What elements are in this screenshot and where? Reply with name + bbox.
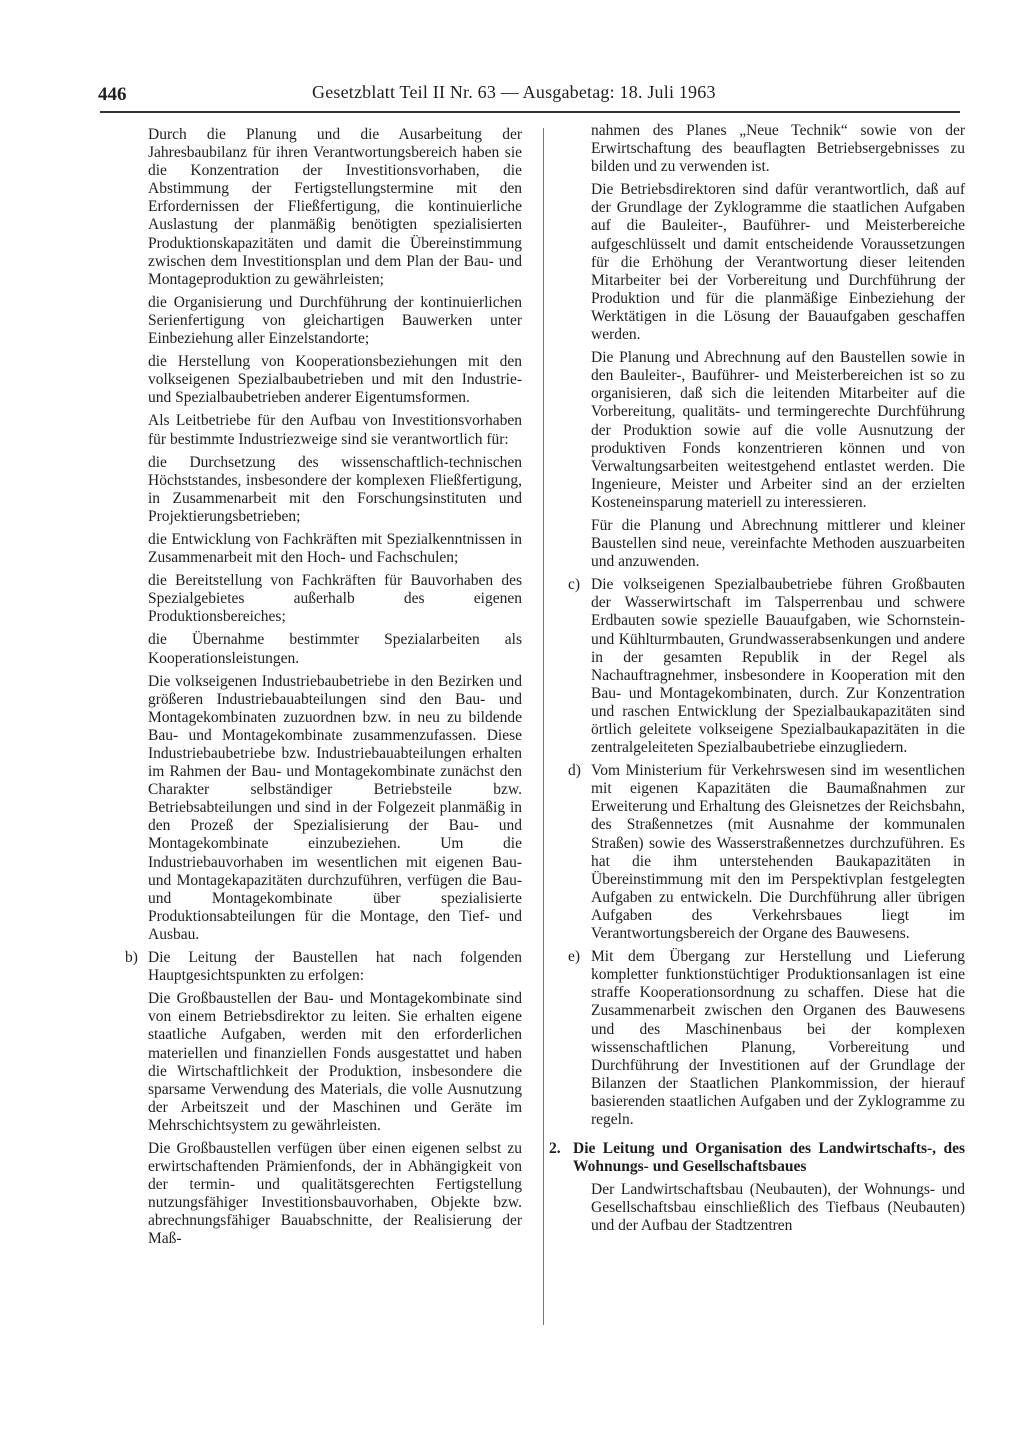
paragraph: die Übernahme bestimmter Spezialarbeiten als Kooperationsleistungen.: [148, 631, 522, 667]
paragraph: Die volkseigenen Industriebaubetriebe in den Bezirken und größeren Industriebauabteilungen sind den Bau- und Montagekombinaten zuzuordnen bzw. in neu zu bildende Bau- und Montagekombinate zusammenzufassen. Diese Industriebaubetriebe bzw. Industriebauabteilungen erhalten im Rahmen der Bau- und Montagekombinate zunächst den Charakter selbständiger Betriebsteile bzw. Betriebsabteilungen und sind in der Folgezeit planmäßig in den Prozeß der Spezialisierung der Bau- und Montagekombinate einzubeziehen. Um die Industriebauvorhaben im wesentlichen mit eigenen Bau- und Montagekapazitäten durchzuführen, verfügen die Bau- und Montagekombinate über spezialisierte Produktionsabteilungen für die Montage, den Tief- und Ausbau.: [148, 672, 522, 943]
list-item-text: Die Leitung der Baustellen hat nach folgenden Hauptgesichtspunkten zu erfolgen:: [148, 949, 522, 985]
paragraph: die Durchsetzung des wissenschaftlich-technischen Höchststandes, insbesondere der komplexen Fließfertigung, in Zusammenarbeit mit den Forschungsinstituten und Projektierungsbetrieben;: [148, 453, 522, 525]
section-heading: [549, 1140, 965, 1176]
list-marker: b): [125, 949, 138, 967]
paragraph: die Bereitstellung von Fachkräften für Bauvorhaben des Spezialgebietes außerhalb des eigenen Produktionsbereiches;: [148, 572, 522, 626]
list-item-text: Die volkseigenen Spezialbaubetriebe führen Großbauten der Wasserwirtschaft im Talsperrenbau und schwere Erdbauten sowie spezielle Bauaufgaben, wie Schornstein- und Kühlturmbauten, Grundwasserabsenkungen und andere in der gesamten Republik in der Regel als Nachauftragnehmer, insbesondere in Kooperation mit den Bau- und Montagekombinaten, durch. Zur Konzentration und raschen Entwicklung der Spezialbaukapazitäten sind örtlich geleitete volkseigene Spezialbaukapazitäten in die zentralgeleiteten Spezialbaubetriebe einzugliedern.: [591, 576, 965, 757]
paragraph: die Organisierung und Durchführung der kontinuierlichen Serienfertigung von gleichartigen Bauwerken unter Einbeziehung aller Einzelstandorte;: [148, 293, 522, 348]
list-item-text: Vom Ministerium für Verkehrswesen sind im wesentlichen mit eigenen Kapazitäten die Baumaßnahmen zur Erweiterung und Erhaltung des Gleisnetzes der Reichsbahn, des Straßennetzes (mit Ausnahme der kommunalen Straßen) sowie des Wasserstraßennetzes durchzuführen. Es hat die ihm unterstehenden Baukapazitäten in Übereinstimmung mit den im Perspektivplan festgelegten Aufgaben zu entwickeln. Die Durchführung aller übrigen Aufgaben des Verkehrsbaues liegt im Verantwortungsbereich der Organe des Bauwesens.: [591, 762, 965, 943]
list-marker: d): [568, 762, 581, 780]
left-column: [96, 126, 522, 1254]
page-number: 446: [98, 84, 127, 105]
paragraph: Für die Planung und Abrechnung mittlerer und kleiner Baustellen sind neue, vereinfachte Methoden auszuarbeiten und anzuwenden.: [591, 516, 965, 571]
list-item-d: [560, 762, 965, 943]
list-marker: e): [568, 948, 581, 966]
list-item-b: [96, 949, 522, 985]
paragraph: Als Leitbetriebe für den Aufbau von Investitionsvorhaben für bestimmte Industriezweige sind sie verantwortlich für:: [148, 412, 522, 448]
list-item-e: [560, 948, 965, 1129]
paragraph: Die Planung und Abrechnung auf den Baustellen sowie in den Bauleiter-, Bauführer- und Meisterbereichen ist so zu organisieren, daß sich die leitenden Mitarbeiter auf die Vorbereitung, qualitäts- und termingerechte Durchführung der Produktion sowie auf die volle Ausnutzung der produktiven Fonds konzentrieren können und von Verwaltungsarbeiten weitestgehend entlastet werden. Die Ingenieure, Meister und Arbeiter sind an der erzielten Kosteneinsparung materiell zu interessieren.: [591, 349, 965, 511]
list-marker: c): [568, 576, 581, 594]
paragraph: Die Betriebsdirektoren sind dafür verantwortlich, daß auf der Grundlage der Zyklogramme die staatlichen Aufgaben auf die Bauleiter-, Bauführer- und Meisterbereiche aufgeschlüsselt und damit entscheidende Voraussetzungen für die Erhöhung der Verantwortung dieser leitenden Mitarbeiter bei der Vorbereitung und Durchführung der Produktion und für die planmäßige Einbeziehung der Werktätigen in die Lösung der Bauaufgaben geschaffen werden.: [591, 181, 965, 344]
right-column: [549, 122, 965, 1241]
section-number: 2.: [549, 1140, 561, 1158]
paragraph: nahmen des Planes „Neue Technik“ sowie von der Erwirtschaftung des beauflagten Betriebsergebnisses zu bilden und zu verwenden ist.: [591, 122, 965, 176]
list-item-c: [560, 576, 965, 757]
page-header-title: Gesetzblatt Teil II Nr. 63 — Ausgabetag: 18. Juli 1963: [312, 82, 716, 102]
paragraph: Die Großbaustellen verfügen über einen eigenen selbst zu erwirtschaftenden Prämienfonds, der in Abhängigkeit von der termin- und qualitätsgerechten Fertigstellung nutzungsfähiger Investitionsbauvorhaben, Objekte bzw. abrechnungsfähiger Bauabschnitte, der Realisierung der Maß-: [148, 1139, 522, 1248]
column-divider: [543, 128, 544, 1325]
paragraph: Der Landwirtschaftsbau (Neubauten), der Wohnungs- und Gesellschaftsbau einschließlich des Tiefbaus (Neubauten) und der Aufbau der Stadtzentren: [591, 1181, 965, 1235]
list-item-text: Mit dem Übergang zur Herstellung und Lieferung kompletter funktionstüchtiger Produktionsanlagen ist eine straffe Kooperationsordnung zu schaffen. Diese hat die Zusammenarbeit zwischen den Organen des Bauwesens und des Maschinenbaus bei der komplexen wissenschaftlichen Planung, Vorbereitung und Durchführung der Investitionen auf der Grundlage der Bilanzen der Staatlichen Plankommission, der hierauf basierenden staatlichen Aufgaben und der Zyklogramme zu regeln.: [591, 948, 965, 1128]
paragraph: die Herstellung von Kooperationsbeziehungen mit den volkseigenen Spezialbaubetrieben und mit den Industrie- und Spezialbaubetrieben anderer Eigentumsformen.: [148, 353, 522, 407]
header-rule: [100, 111, 960, 113]
section-heading-text: Die Leitung und Organisation des Landwirtschafts-, des Wohnungs- und Gesellschaftsbaues: [573, 1140, 965, 1176]
paragraph: die Entwicklung von Fachkräften mit Spezialkenntnissen in Zusammenarbeit mit den Hoch- und Fachschulen;: [148, 530, 522, 567]
paragraph: Die Großbaustellen der Bau- und Montagekombinate sind von einem Betriebsdirektor zu leiten. Sie erhalten eigene staatliche Aufgaben, werden mit den erforderlichen materiellen und finanziellen Fonds ausgestattet und haben die Wirtschaftlichkeit der Produktion, insbesondere die sparsame Verwendung des Materials, die volle Ausnutzung der Arbeitszeit und der Maschinen und Geräte im Mehrschichtsystem zu gewährleisten.: [148, 990, 522, 1134]
paragraph: Durch die Planung und die Ausarbeitung der Jahresbaubilanz für ihren Verantwortungsbereich haben sie die Konzentration der Investitionsvorhaben, die Abstimmung der Fertigstellungstermine mit den Erfordernissen der Fließfertigung, die kontinuierliche Auslastung der planmäßig benötigten spezialisierten Produktionskapazitäten und damit die Übereinstimmung zwischen dem Investitionsplan und dem Plan der Bau- und Montageproduktion zu gewährleisten;: [148, 126, 522, 288]
